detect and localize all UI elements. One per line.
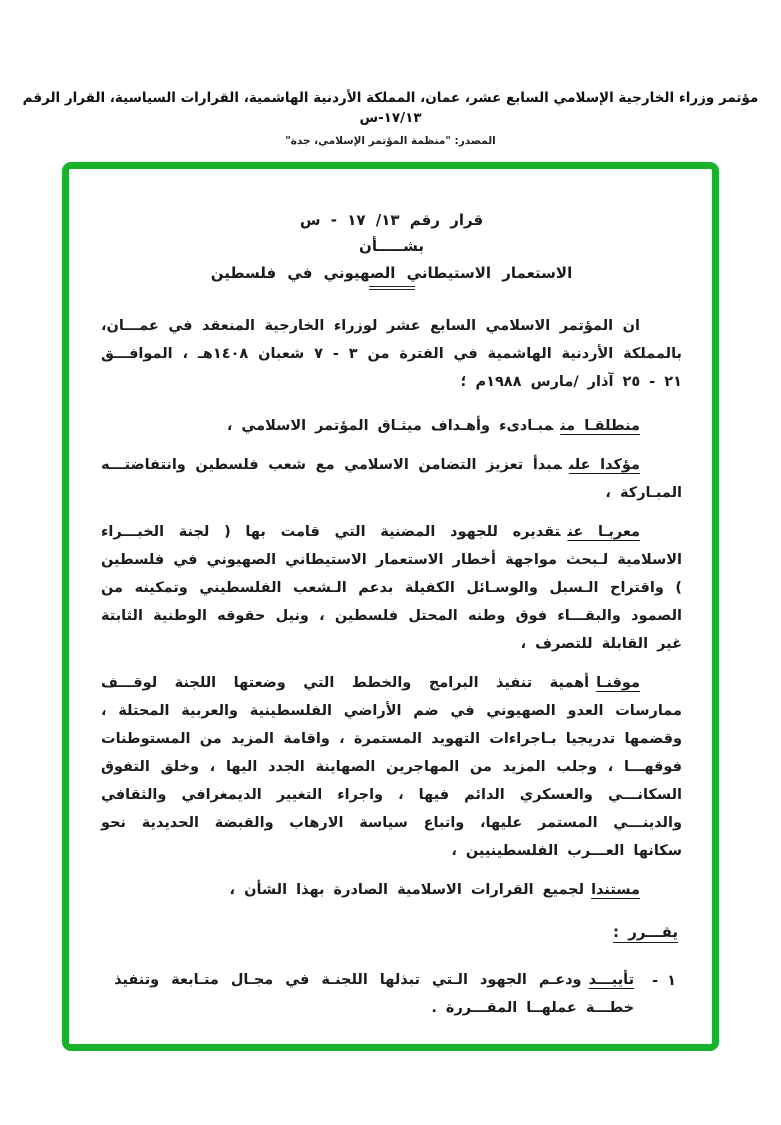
document-reference-header bbox=[0, 88, 781, 147]
resolution-number: قرار رقم ١٣/ ١٧ - س bbox=[299, 211, 484, 229]
document-frame bbox=[62, 162, 719, 1051]
title-double-underline bbox=[369, 286, 415, 290]
conference-reference-line: مؤتمر وزراء الخارجية الإسلامي السابع عشر، عمان، المملكة الأردنية الهاشمية، القرارات السياسية، القرار الرقم ١٧/١٣-س bbox=[22, 90, 759, 126]
clause-text: مبدأ تعزيز التضامن الاسلامي مع شعب فلسطين وانتفاضتـــه المبـاركة ، bbox=[101, 457, 682, 501]
clause-paragraph bbox=[101, 451, 682, 507]
clause-lead: منطلقـا من bbox=[560, 418, 640, 434]
resolution-item-lead: تأييـــد bbox=[588, 972, 635, 988]
clause-lead: مؤكدا على bbox=[568, 457, 640, 473]
clause-paragraph bbox=[101, 669, 682, 865]
clause-text: أهمية تنفيذ البرامج والخطط التي وضعتها اللجنة لوقـــف ممارسات العدو الصهيوني في ضم الأراضي الفلسطينية والعربية المحتلة ، وقضمها تدريجيا بـاجراءات التهويد المستمرة ، واقامة المزيد من المستوطنات فوقهـــا ، وجلب المزيد من المهاجرين الصهاينة الجدد اليها ، وخلق التفوق السكانـــي والعسكري الدائم فيها ، واجراء التغيير الديمغرافي والثقافي والدينـــي المستمر عليها، واتباع سياسة الارهاب والقبضة الحديدية نحو سكانها العـــرب الفلسطينيين ، bbox=[101, 675, 682, 859]
decides-label: يقـــرر : bbox=[613, 923, 678, 941]
preamble-paragraph: ان المؤتمر الاسلامي السابع عشر لوزراء الخارجية المنعقد في عمـــان، بالمملكة الأردنية الهاشمية في الفترة من ٣ - ٧ شعبان ١٤٠٨هـ ، الموافـــق ٢١ - ٢٥ آذار /مارس ١٩٨٨م ؛ bbox=[101, 318, 682, 390]
clause-paragraph bbox=[101, 876, 682, 904]
clause-paragraph bbox=[101, 518, 682, 658]
resolution-item-number: ١ - bbox=[652, 973, 676, 989]
source-line: المصدر: "منظمة المؤتمر الإسلامي، جدة" bbox=[285, 135, 496, 147]
clause-text: مبـادىء وأهـداف ميثـاق المؤتمر الاسلامي ، bbox=[226, 418, 554, 434]
clause-paragraph bbox=[101, 412, 682, 440]
document-content bbox=[69, 169, 712, 1051]
clause-lead: مستندا bbox=[591, 882, 640, 898]
resolution-body bbox=[101, 312, 682, 1051]
resolution-subject: الاستعمار الاستيطاني الصهيوني في فلسطين bbox=[210, 264, 573, 282]
clause-lead: معربـا عن bbox=[567, 524, 640, 540]
resolution-regarding: بشـــــأن bbox=[359, 237, 424, 255]
resolution-item bbox=[101, 966, 676, 1022]
resolution-item-text bbox=[114, 966, 634, 1022]
clause-text: لجميع القرارات الاسلامية الصادرة بهذا الشأن ، bbox=[229, 882, 585, 898]
resolution-title-block bbox=[101, 211, 682, 290]
clause-text: تقديره للجهود المضنية التي قامت بها ( لجنة الخبـــراء الاسلامية لـبحث مواجهة أخطار الاستعمار الاستيطاني الصهيوني في فلسطين ) واقتراح الـسبل والوسـائل الكفيلة بدعم الـشعب الفلسطيني وتمكينه من الصمود والبقـــاء فوق وطنه المحتل فلسطين ، ونيل حقوقه الوطنية الثابتة غير القابلة للتصرف ، bbox=[101, 524, 682, 652]
clause-lead: موقنـا bbox=[596, 675, 640, 691]
resolution-item-body: ودعـم الجهود الـتي تبذلها اللجنـة في مجـال متـابعة وتنفيذ خطـــة عملهــا المقـــررة . bbox=[114, 972, 635, 1016]
